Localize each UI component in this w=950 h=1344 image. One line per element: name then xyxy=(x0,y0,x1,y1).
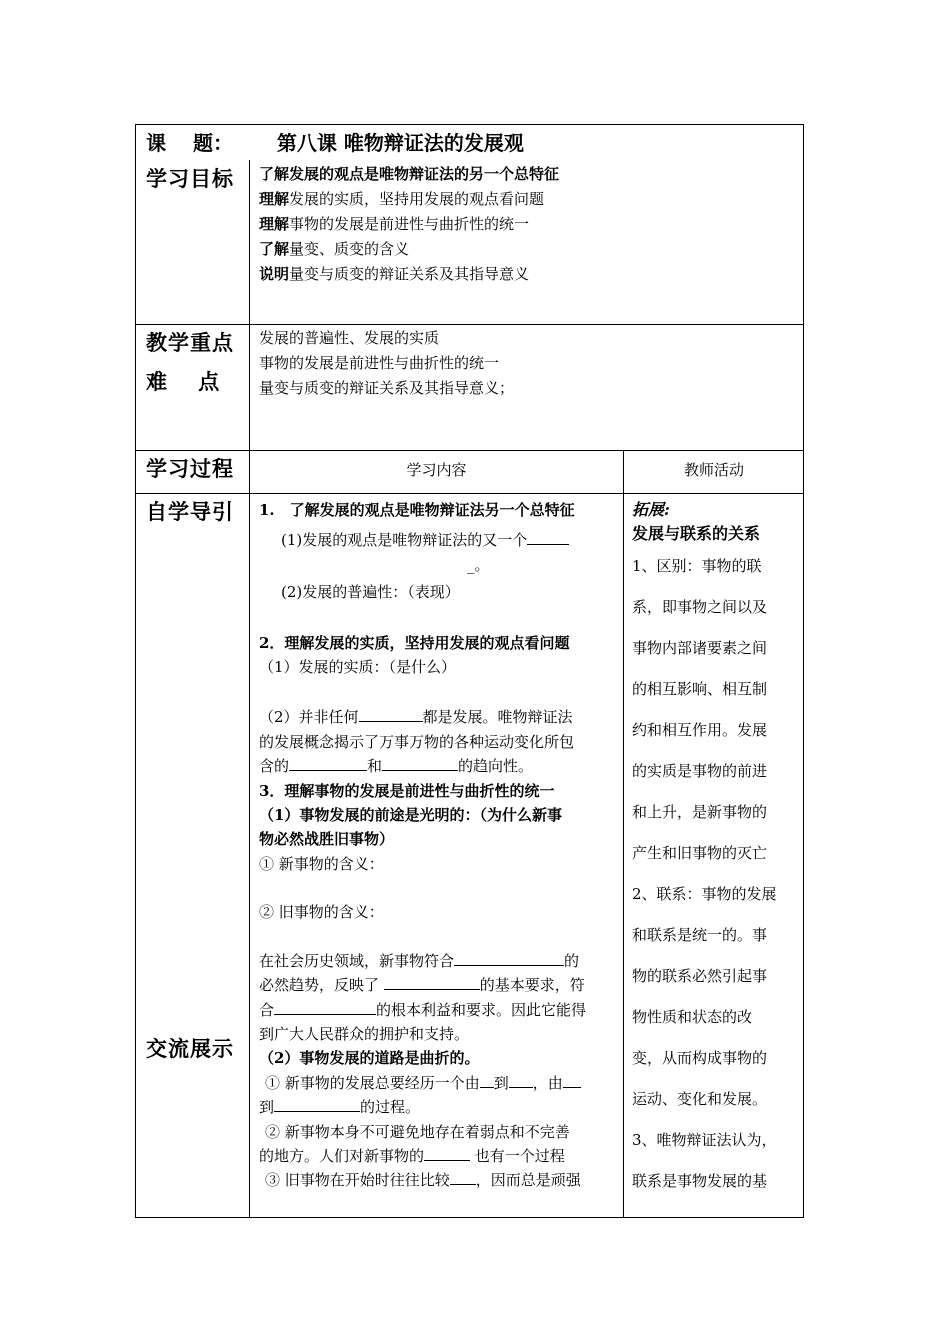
teacher-heading-extension: 拓展: xyxy=(632,500,670,519)
teacher-text-line: 的实质是事物的前进 xyxy=(632,762,768,780)
objective-item xyxy=(259,237,559,262)
teacher-text-line: 变，从而构成事物的 xyxy=(632,1049,768,1067)
key-points-label: 教学重点 xyxy=(146,330,234,355)
teacher-text-line: 的相互影响、相互制 xyxy=(632,680,768,698)
content-line: 的地方。人们对新事物的 也有一个过程 xyxy=(259,1144,619,1168)
objective-verb: 了解 xyxy=(259,240,290,258)
key-point-item: 量变与质变的辩证关系及其指导意义； xyxy=(259,379,515,397)
content-line: 的发展概念揭示了万事万物的各种运动变化所包 xyxy=(259,732,575,751)
objective-text: 事物的发展是前进性与曲折性的统一 xyxy=(289,215,530,233)
teacher-text-line: 物性质和状态的改 xyxy=(632,1008,753,1026)
content-line: ① 新事物的含义： xyxy=(259,854,384,873)
objective-text: 量变、质变的含义 xyxy=(289,240,410,258)
objective-item xyxy=(259,187,559,212)
content-line: (1)发展的观点是唯物辩证法的又一个 xyxy=(259,528,619,552)
teacher-text-line: 约和相互作用。发展 xyxy=(632,721,768,739)
content-line: （1）发展的实质：（是什么） xyxy=(259,658,457,677)
column-header-teacher: 教师活动 xyxy=(683,461,744,479)
teacher-text-line: 事物内部诸要素之间 xyxy=(632,639,768,657)
content-line: （2）事物发展的道路是曲折的。 xyxy=(259,1049,480,1068)
teacher-text-line: 3、唯物辩证法认为， xyxy=(632,1131,777,1149)
content-line: ② 新事物本身不可避免地存在着弱点和不完善 xyxy=(265,1122,570,1141)
key-point-item: 发展的普遍性、发展的实质 xyxy=(259,329,440,347)
section-1-title: 1. 了解发展的观点是唯物辩证法另一个总特征 xyxy=(259,501,575,519)
objective-verb: 说明 xyxy=(259,265,290,283)
teacher-column-divider xyxy=(623,450,624,1218)
content-line: （2）并非任何 都是发展。唯物辩证法 xyxy=(259,705,619,729)
learning-content xyxy=(259,498,619,1193)
teacher-text-line: 运动、变化和发展。 xyxy=(632,1090,768,1108)
content-line: 到广大人民群众的拥护和支持。 xyxy=(259,1024,470,1043)
content-line: 在社会历史领域，新事物符合 的 xyxy=(259,949,619,973)
content-line: ② 旧事物的含义： xyxy=(259,903,384,922)
objective-verb: 理解 xyxy=(259,190,290,208)
lesson-title: 第八课 唯物辩证法的发展观 xyxy=(276,131,524,155)
row-divider-keypoints xyxy=(135,450,804,451)
objectives-list xyxy=(259,162,559,287)
teacher-text-line: 和联系是统一的。事 xyxy=(632,926,768,944)
objective-text: 量变与质变的辩证关系及其指导意义 xyxy=(289,265,530,283)
teacher-text-line: 产生和旧事物的灭亡 xyxy=(632,844,768,862)
title-row xyxy=(146,127,524,156)
objective-text: 发展的观点是唯物辩证法的另一个总特征 xyxy=(289,165,560,183)
content-line: （1）事物发展的前途是光明的：（为什么新事 xyxy=(259,806,562,825)
teacher-text-line: 物的联系必然引起事 xyxy=(632,967,768,985)
label-column-divider xyxy=(249,160,250,1218)
objective-verb: 理解 xyxy=(259,215,290,233)
teacher-heading-relation: 发展与联系的关系 xyxy=(632,524,761,543)
teacher-text-line: 1、区别：事物的联 xyxy=(632,557,762,575)
column-header-content: 学习内容 xyxy=(406,461,467,479)
objective-verb: 了解 xyxy=(259,165,290,183)
objective-item xyxy=(259,162,559,187)
title-label: 课 题： xyxy=(146,131,233,155)
key-point-item: 事物的发展是前进性与曲折性的统一 xyxy=(259,354,500,372)
difficulties-label: 难 点 xyxy=(146,369,221,394)
exchange-label: 交流展示 xyxy=(146,1036,234,1061)
process-label: 学习过程 xyxy=(146,456,234,481)
key-points-list xyxy=(259,326,514,401)
content-line: 物必然战胜旧事物） xyxy=(259,830,395,849)
content-line: ③ 旧事物在开始时往往比较 ，因而总是顽强 xyxy=(259,1168,619,1192)
objective-item xyxy=(259,262,559,287)
row-divider-objectives xyxy=(135,324,804,325)
content-line: 合 的根本利益和要求。因此它能得 xyxy=(259,998,619,1022)
content-line: 必然趋势，反映了 的基本要求，符 xyxy=(259,973,619,997)
content-line: _。 xyxy=(467,555,490,574)
objectives-label: 学习目标 xyxy=(146,166,234,191)
content-line: (2)发展的普遍性：（表现） xyxy=(281,583,460,602)
content-line: 含的 和 的趋向性。 xyxy=(259,754,619,778)
objective-item xyxy=(259,212,559,237)
objective-text: 发展的实质，坚持用发展的观点看问题 xyxy=(289,190,545,208)
self-study-label: 自学导引 xyxy=(146,499,234,524)
section-3-title: 3．理解事物的发展是前进性与曲折性的统一 xyxy=(259,781,555,800)
teacher-text-line: 系，即事物之间以及 xyxy=(632,598,768,616)
teacher-text-line: 和上升，是新事物的 xyxy=(632,803,768,821)
content-line: ① 新事物的发展总要经历一个由 到 ，由 xyxy=(259,1071,619,1095)
content-line: 到 的过程。 xyxy=(259,1095,619,1119)
teacher-activity xyxy=(632,498,798,1202)
row-divider-process xyxy=(135,493,804,494)
teacher-text-line: 2、联系：事物的发展 xyxy=(632,885,777,903)
teacher-text-line: 联系是事物发展的基 xyxy=(632,1172,768,1190)
section-2-title: 2．理解发展的实质，坚持用发展的观点看问题 xyxy=(259,633,570,652)
